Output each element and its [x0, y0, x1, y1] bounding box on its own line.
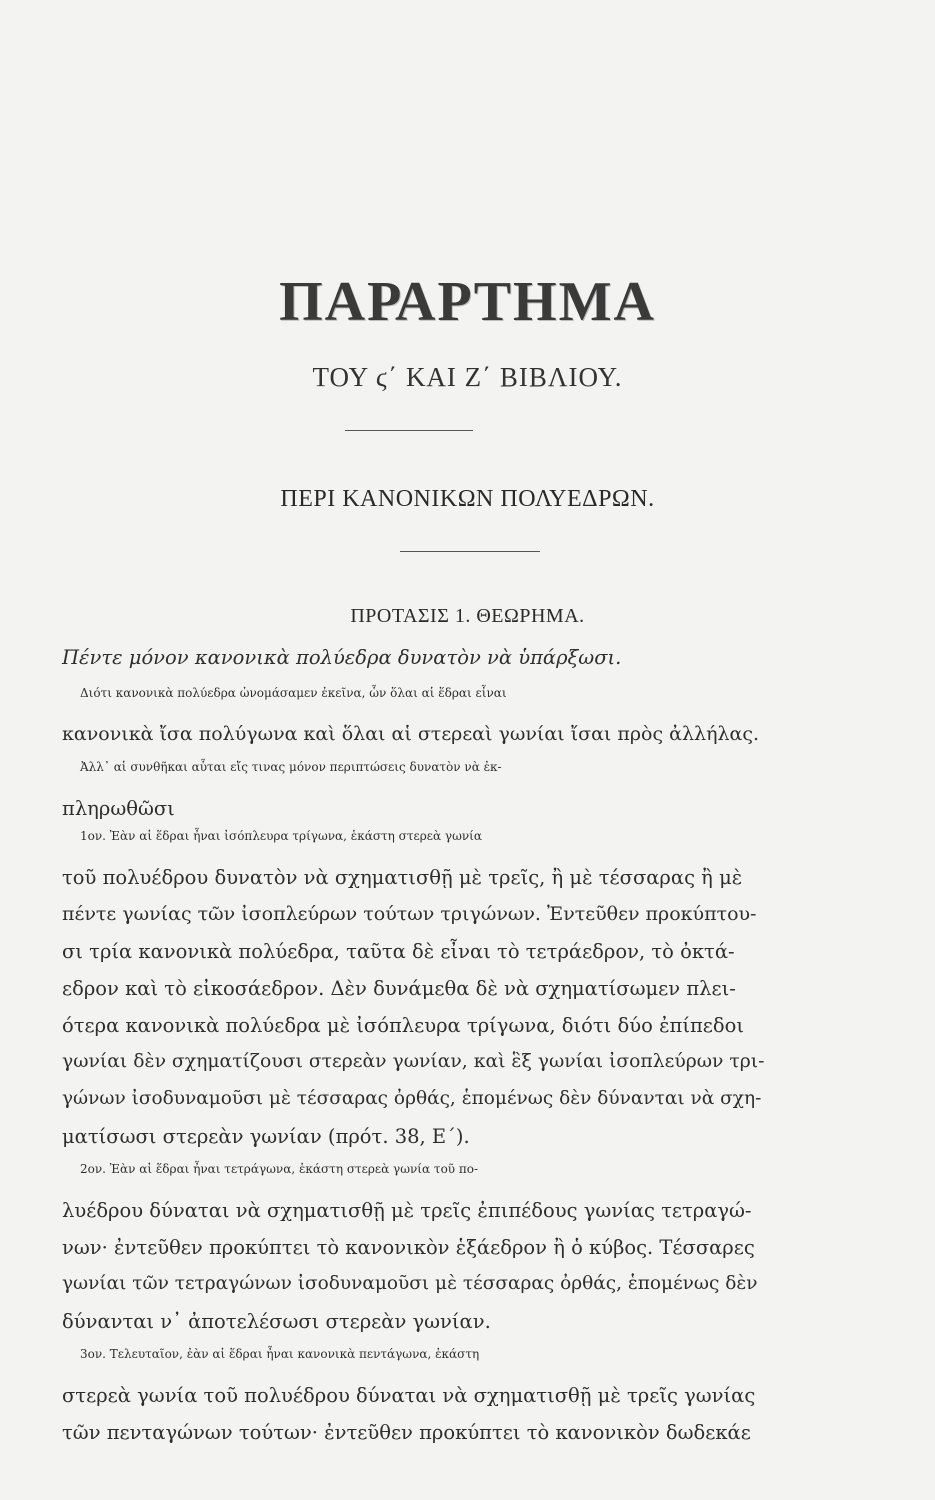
divider-rule [345, 430, 473, 431]
text-line: νων· ἐντεῦθεν προκύπτει τὸ κανονικὸν ἑξάεδρον ἢ ὁ κύβος. Τέσσαρες [62, 1236, 755, 1259]
text-line: κανονικὰ ἴσα πολύγωνα καὶ ὅλαι αἱ στερεαὶ γωνίαι ἴσαι πρὸς ἀλλήλας. [62, 723, 760, 745]
text-line: Διότι κανονικὰ πολύεδρα ὠνομάσαμεν ἐκεῖνα, ὧν ὅλαι αἱ ἕδραι εἶναι [80, 686, 507, 700]
text-line: τοῦ πολυέδρου δυνατὸν νὰ σχηματισθῇ μὲ τρεῖς, ἢ μὲ τέσσαρας ἢ μὲ [62, 866, 743, 889]
theorem-statement: Πέντε μόνον κανονικὰ πολύεδρα δυνατὸν νὰ ὑπάρξωσι. [62, 646, 622, 669]
text-line: γώνων ἰσοδυναμοῦσι μὲ τέσσαρας ὀρθάς, ἑπομένως δὲν δύνανται νὰ σχη- [62, 1088, 762, 1109]
text-line: τῶν πενταγώνων τούτων· ἐντεῦθεν προκύπτει τὸ κανονικὸν δωδεκάε [62, 1421, 751, 1444]
text-line: σι τρία κανονικὰ πολύεδρα, ταῦτα δὲ εἶναι τὸ τετράεδρον, τὸ ὀκτά- [62, 940, 735, 963]
divider-rule [400, 551, 540, 552]
text-line: γωνίαι δὲν σχηματίζουσι στερεὰν γωνίαν, καὶ ἓξ γωνίαι ἰσοπλεύρων τρι- [62, 1051, 765, 1072]
text-line: Ἀλλ᾽ αἱ συνθῆκαι αὗται εἴς τινας μόνον περιπτώσεις δυνατὸν νὰ ἐκ- [80, 760, 502, 774]
text-line: στερεὰ γωνία τοῦ πολυέδρου δύναται νὰ σχηματισθῇ μὲ τρεῖς γωνίας [62, 1384, 756, 1407]
text-line: λυέδρου δύναται νὰ σχηματισθῇ μὲ τρεῖς ἐπιπέδους γωνίας τετραγώ- [62, 1199, 752, 1222]
proposition-title: ΠΡΟΤΑΣΙΣ 1. ΘΕΩΡΗΜΑ. [350, 605, 585, 627]
section-title: ΠΕΡΙ ΚΑΝΟΝΙΚΩΝ ΠΟΛΥΕΔΡΩΝ. [280, 486, 655, 512]
appendix-title: ΠΑΡΑΡΤΗΜΑ [279, 271, 656, 333]
appendix-subtitle: ΤΟΥ ϛ΄ ΚΑΙ Ζ΄ ΒΙΒΛΙΟΥ. [312, 362, 623, 392]
text-line: ματίσωσι στερεὰν γωνίαν (πρότ. 38, Ε΄). [62, 1125, 470, 1148]
text-line: 3ον. Τελευταῖον, ἐὰν αἱ ἕδραι ἦναι κανονικὰ πεντάγωνα, ἑκάστη [80, 1347, 480, 1361]
text-line: εδρον καὶ τὸ εἰκοσάεδρον. Δὲν δυνάμεθα δὲ νὰ σχηματίσωμεν πλει- [62, 977, 736, 1000]
text-line: 1ον. Ἐὰν αἱ ἕδραι ἦναι ἰσόπλευρα τρίγωνα, ἑκάστη στερεὰ γωνία [80, 829, 482, 843]
text-line: γωνίαι τῶν τετραγώνων ἰσοδυναμοῦσι μὲ τέσσαρας ὀρθάς, ἑπομένως δὲν [62, 1273, 758, 1294]
text-line: 2ον. Ἐὰν αἱ ἕδραι ἦναι τετράγωνα, ἑκάστη στερεὰ γωνία τοῦ πο- [80, 1162, 479, 1176]
text-line: δύνανται ν᾽ ἀποτελέσωσι στερεὰν γωνίαν. [62, 1310, 491, 1333]
text-line: ότερα κανονικὰ πολύεδρα μὲ ἰσόπλευρα τρίγωνα, διότι δύο ἐπίπεδοι [62, 1014, 745, 1037]
text-line: πέντε γωνίας τῶν ἰσοπλεύρων τούτων τριγώνων. Ἐντεῦθεν προκύπτου- [62, 903, 757, 925]
text-line: πληρωθῶσι [62, 797, 175, 820]
